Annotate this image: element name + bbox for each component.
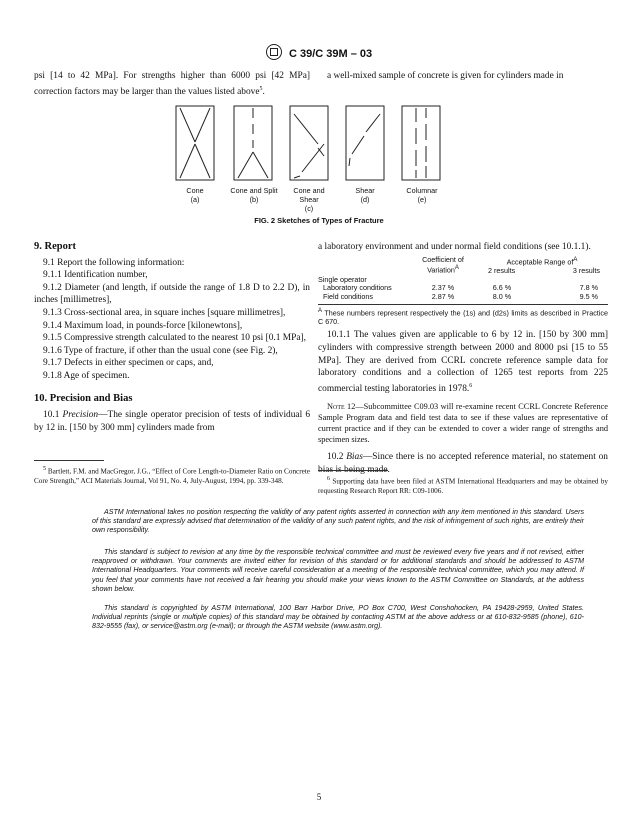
precision-table: [318, 256, 608, 302]
fig-label-name2: Shear: [299, 195, 319, 204]
report-line: 9.1.5 Compressive strength calculated to the nearest 10 psi [0.1 MPa],: [43, 333, 306, 344]
cell-r3: 7.8 %: [579, 283, 598, 293]
designation: C 39/C 39M – 03: [288, 48, 373, 60]
footnote-text: Bartlett, F.M. and MacGregor, J.G., “Effect of Core Length-to-Diameter Ratio on Concrete Core Strength,” ACI Materials Journal, Vol 91, No. 4, July-August, 1994, pp. 339-348.: [34, 467, 310, 485]
report-line: 9.1.2 Diameter (and length, if outside the range of 1.8 D to 2.2 D), in inches [millimetres],: [34, 282, 310, 306]
fig-label-letter: (e): [417, 195, 427, 204]
fracture-sketch-shear: [346, 106, 384, 180]
footnote-mark: A: [318, 307, 323, 314]
paragraph-10-2: [318, 451, 608, 476]
para-number: 10.1: [43, 410, 63, 421]
th-sup: A: [454, 265, 459, 272]
table-footnote-text: These numbers represent respectively the (1s) and (d2s) limits as described in Practice C 670.: [318, 308, 608, 327]
fig-label-cone-and-shear: [284, 186, 334, 213]
table-row: [318, 293, 608, 302]
footnote-ref-5: 5: [259, 85, 263, 92]
note-12: [318, 401, 608, 445]
fig-label-cone: [170, 186, 220, 204]
fig-label-letter: (a): [190, 195, 200, 204]
cell-cv: 2.37 %: [431, 283, 455, 293]
fig-label-name: Columnar: [406, 186, 438, 195]
note-label: Note 12: [327, 402, 356, 412]
table-group-label: Single operator: [318, 274, 367, 284]
cell-r2: 8.0 %: [492, 292, 512, 302]
fig-label-letter: (b): [249, 195, 259, 204]
row-label: Field conditions: [323, 292, 373, 302]
row-label: Laboratory conditions: [323, 283, 392, 293]
bottom-notice-patent: [92, 508, 584, 536]
para-text: 10.1.1 The values given are applicable to 6 by 12 in. [150 by 300 mm] cylinders with compressive strength between 2000 and 8000 psi [15 to 55 MPa]. They are derived from CCRL concrete reference sample data for laboratory conditions and a collection of 1265 test reports from 225 commercial testing laboratories in 1978.: [318, 330, 608, 394]
cell-cv: 2.87 %: [431, 292, 455, 302]
right-cont-text: a laboratory environment and under normal field conditions (see 10.1.1).: [318, 242, 591, 252]
footnote-rule: [318, 470, 388, 471]
right-column: [318, 241, 608, 477]
th-text: Coefficient of: [422, 254, 464, 264]
th-sup: A: [573, 256, 578, 263]
figure-caption: FIG. 2 Sketches of Types of Fracture: [254, 216, 384, 225]
fracture-sketch-cone-and-split: [234, 106, 272, 180]
th-coefficient: [410, 256, 476, 276]
footnote-6: [318, 475, 608, 497]
period: .: [262, 86, 265, 97]
left-top-body: psi [14 to 42 MPa]. For strengths higher than 6000 psi [42 MPa] correction factors may be larger than the values listed above: [34, 71, 310, 97]
report-line: 9.1.6 Type of fracture, if other than the usual cone (see Fig. 2),: [43, 345, 278, 356]
para-number: 10.2: [327, 452, 347, 463]
th-3-results: 3 results: [572, 265, 600, 275]
left-top-text: [34, 70, 310, 98]
report-line: 9.1.1 Identification number,: [43, 270, 148, 281]
report-line: 9.1.7 Defects in either specimen or caps, and,: [43, 358, 214, 369]
fig-label-letter: (d): [360, 195, 370, 204]
fig-label-name: Cone: [186, 186, 204, 195]
footnote-5: [34, 465, 310, 487]
th-acceptable-range: [476, 256, 608, 276]
footnote-ref-6: 6: [469, 382, 473, 389]
astm-logo-icon: [266, 44, 282, 60]
fig-label-shear: [340, 186, 390, 204]
fig-label-name: Shear: [355, 186, 375, 195]
note-text: —Subcommittee C09.03 will re-examine recent CCRL Concrete Reference Sample Program data and field test data to see if these values are representative of current practice and if they can be extended to cover a wider range of strengths and specimen sizes.: [318, 402, 608, 445]
para-text: —The single operator precision of tests of individual 6 by 12 in. [150 by 300 mm] cylinders made from: [34, 410, 311, 433]
para-text: —Since there is no accepted reference material, no statement on bias is being made.: [318, 452, 608, 476]
footnote-text: Supporting data have been filed at ASTM International Headquarters and may be obtained by requesting Research Report RR: C09-1006.: [318, 477, 608, 495]
th-2-results: 2 results: [488, 265, 516, 275]
th-text: Variation: [427, 265, 455, 275]
right-top-body: a well-mixed sample of concrete is given for cylinders made in: [327, 71, 564, 81]
fig-label-cone-and-split: [222, 186, 286, 204]
page-number: 5: [316, 792, 322, 802]
fig-label-name: Cone and: [293, 186, 325, 195]
fracture-sketch-columnar: [402, 106, 440, 180]
section-heading-report: 9. Report: [34, 241, 76, 252]
notice-text: This standard is copyrighted by ASTM International, 100 Barr Harbor Drive, PO Box C700, West Conshohocken, PA 19428-2959, United States. Individual reprints (single or multiple copies) of this standard may be obtained by contacting ASTM at the above address or at 610-832-9585 (phone), 610-832-9555 (fax), or service@astm.org (e-mail); or through the ASTM website (www.astm.org).: [92, 604, 584, 631]
fig-label-letter: (c): [304, 204, 314, 213]
fig-label-name: Cone and Split: [230, 186, 278, 195]
para-title: Bias: [346, 452, 363, 463]
th-text: Acceptable Range of: [506, 256, 574, 266]
precision-paragraph: [34, 409, 310, 434]
fracture-sketch-cone: [176, 106, 214, 180]
footnote-mark: 5: [43, 466, 46, 472]
table-footnote: [318, 307, 608, 326]
fig-label-columnar: [394, 186, 450, 204]
left-column: [34, 241, 310, 434]
footnote-rule: [34, 460, 104, 461]
report-line: 9.1.3 Cross-sectional area, in square inches [square millimetres],: [43, 307, 286, 318]
notice-text: ASTM International takes no position respecting the validity of any patent rights asserted in connection with any item mentioned in this standard. Users of this standard are expressly advised that determination of the validity of any such patent rights, and the risk of infringement of such rights, are entirely their own responsibility.: [92, 508, 584, 535]
paragraph-10-1-1: [318, 329, 608, 395]
page-header: [0, 44, 638, 60]
report-line: 9.1 Report the following information:: [43, 257, 185, 268]
notice-text: This standard is subject to revision at any time by the responsible technical committee and must be reviewed every five years and if not revised, either reapproved or withdrawn. Your comments are invited either for revision of this standard or for additional standards and should be addressed to ASTM International Headquarters. Your comments will receive careful consideration at a meeting of the responsible technical committee, which you may attend. If you feel that your comments have not received a fair hearing you should make your views known to the ASTM Committee on Standards, at the address shown below.: [92, 548, 584, 593]
right-top-text: [318, 70, 608, 83]
footnote-mark: 6: [327, 476, 330, 482]
report-line: 9.1.8 Age of specimen.: [43, 370, 130, 381]
table-rule: [318, 304, 608, 305]
cell-r2: 6.6 %: [492, 283, 512, 293]
para-title: Precision: [62, 410, 99, 421]
bottom-notice-copyright: [92, 604, 584, 632]
report-line: 9.1.4 Maximum load, in pounds-force [kilonewtons],: [43, 320, 243, 331]
fracture-figure: [160, 104, 460, 184]
bottom-notice-revision: [92, 548, 584, 594]
section-heading-precision: 10. Precision and Bias: [34, 392, 133, 404]
fracture-sketch-cone-and-shear: [290, 106, 328, 180]
cell-r3: 9.5 %: [579, 292, 598, 302]
